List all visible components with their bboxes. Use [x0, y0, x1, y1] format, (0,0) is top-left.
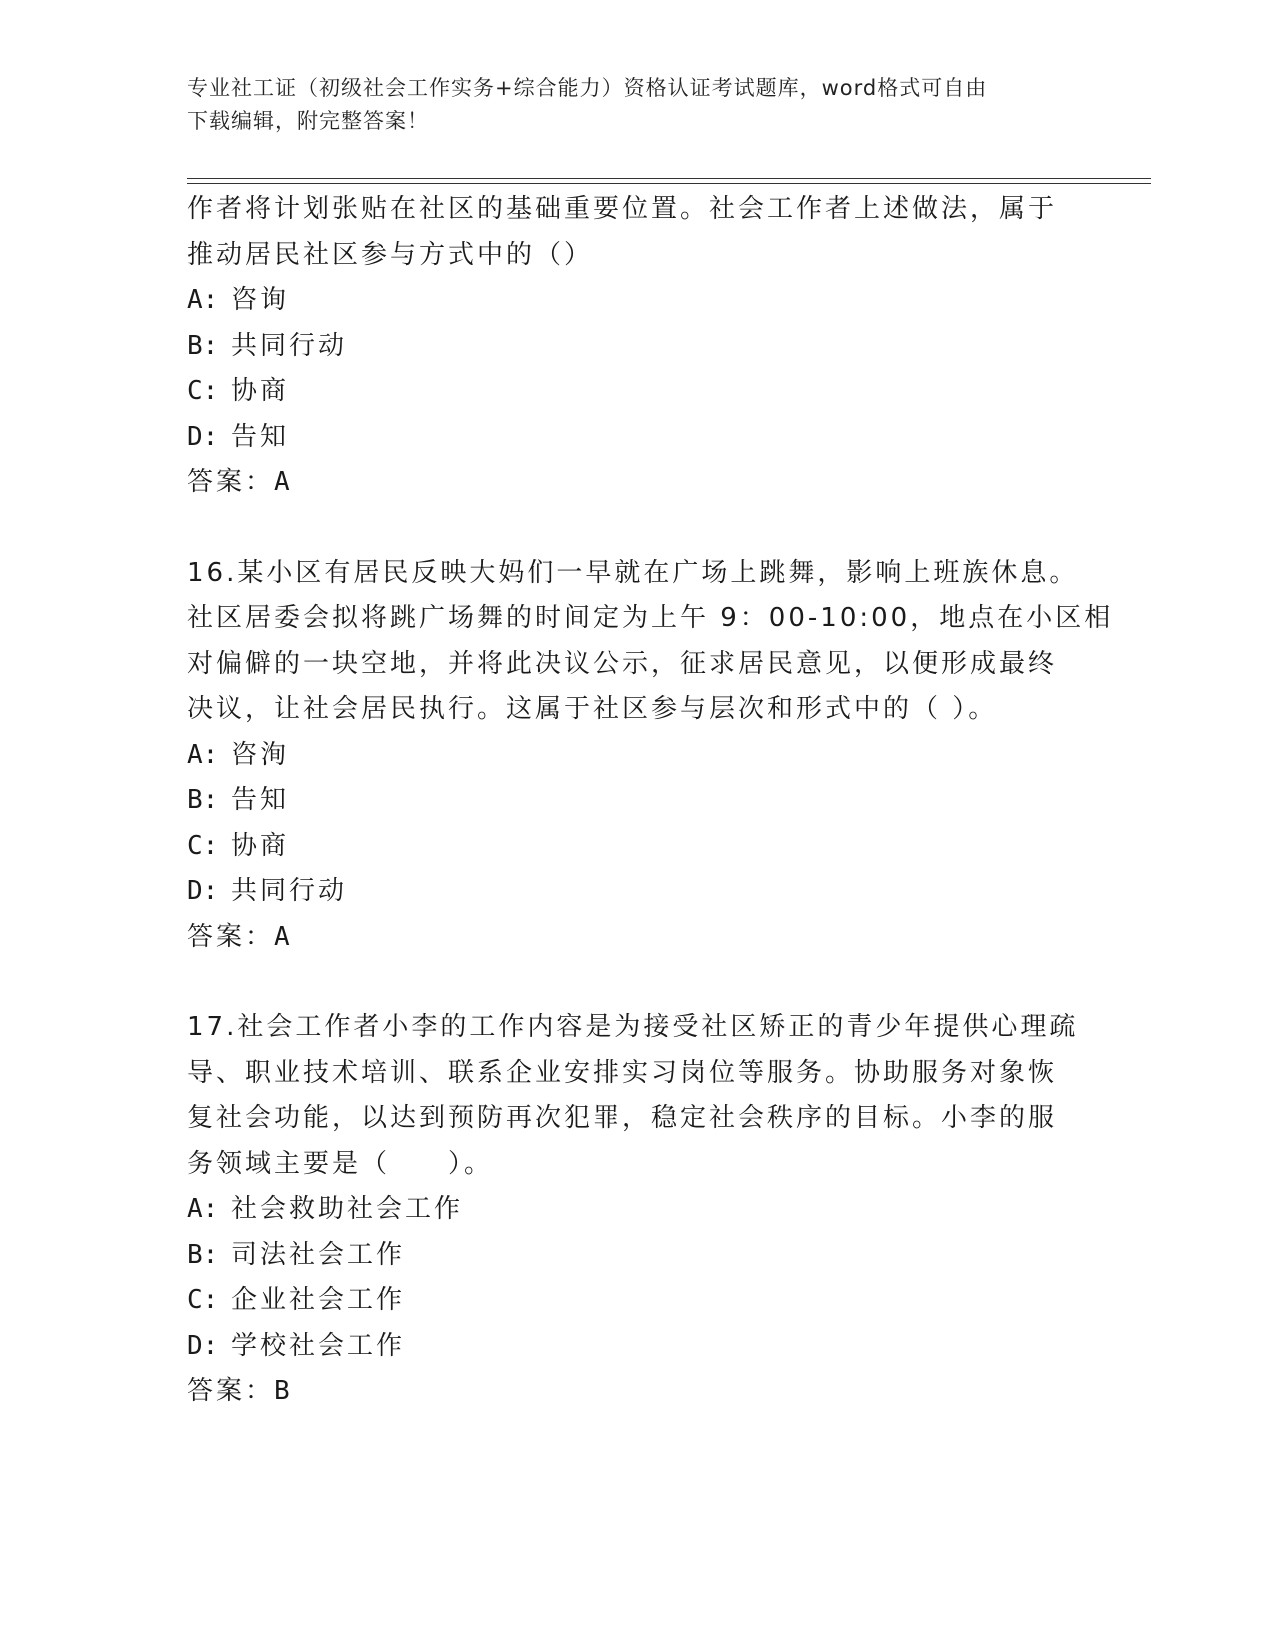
page-header — [187, 72, 1087, 138]
option-b — [187, 1233, 1087, 1279]
answer — [187, 1369, 1087, 1415]
option-text: 司法社会工作 — [231, 1239, 406, 1270]
option-letter: B: — [187, 1239, 219, 1270]
answer — [187, 460, 1087, 506]
question-16 — [187, 551, 1114, 961]
option-a — [187, 278, 1087, 324]
option-text: 协商 — [231, 830, 290, 861]
option-d — [187, 869, 1087, 915]
question-stem-line: 决议，让社会居民执行。这属于社区参与层次和形式中的（ ）。 — [187, 694, 998, 724]
question-stem-line: 对偏僻的一块空地，并将此决议公示，征求居民意见，以便形成最终 — [187, 648, 1058, 679]
option-c — [187, 824, 1087, 870]
option-letter: D: — [187, 1330, 219, 1361]
question-gap — [187, 506, 1087, 551]
option-text: 共同行动 — [231, 876, 348, 906]
option-text: 社会救助社会工作 — [231, 1194, 464, 1224]
option-a — [187, 733, 1087, 779]
question-stem-line: 作者将计划张贴在社区的基础重要位置。社会工作者上述做法，属于 — [187, 194, 1058, 224]
option-letter: A: — [187, 285, 219, 315]
answer-value: B — [274, 1376, 290, 1406]
option-c — [187, 1278, 1087, 1324]
option-d — [187, 1324, 1087, 1370]
question-stem-line: 复社会功能，以达到预防再次犯罪，稳定社会秩序的目标。小李的服 — [187, 1103, 1058, 1133]
option-text: 咨询 — [231, 285, 290, 315]
header-divider-top — [187, 178, 1151, 179]
answer — [187, 915, 1087, 961]
header-line-2: 下载编辑，附完整答案！ — [187, 109, 429, 133]
option-text: 告知 — [231, 421, 290, 452]
question-stem-line: 社区居委会拟将跳广场舞的时间定为上午 9：00-10:00，地点在小区相 — [187, 603, 1114, 633]
option-d — [187, 415, 1087, 461]
option-letter: B: — [187, 330, 219, 361]
option-text: 共同行动 — [231, 330, 348, 361]
option-text: 企业社会工作 — [231, 1285, 406, 1315]
option-letter: A: — [187, 739, 219, 770]
question-stem-line: 16.某小区有居民反映大妈们一早就在广场上跳舞，影响上班族休息。 — [187, 557, 1079, 588]
question-stem-line: 推动居民社区参与方式中的（） — [187, 239, 594, 270]
option-text: 协商 — [231, 376, 290, 406]
option-letter: D: — [187, 421, 219, 452]
option-text: 咨洵 — [231, 739, 290, 770]
question-stem-line: 务领域主要是（ ）。 — [187, 1148, 494, 1179]
answer-label: 答案： — [187, 467, 275, 497]
answer-label: 答案： — [187, 1376, 275, 1406]
option-c — [187, 369, 1087, 415]
question-17 — [187, 1005, 1087, 1415]
question-stem-line: 17.社会工作者小李的工作内容是为接受社区矫正的青少年提供心理疏 — [187, 1012, 1079, 1042]
option-letter: C: — [187, 1285, 219, 1315]
option-letter: C: — [187, 830, 219, 861]
option-b — [187, 324, 1087, 370]
option-letter: C: — [187, 376, 219, 406]
question-stem-line: 导、职业技术培训、联系企业安排实习岗位等服务。协助服务对象恢 — [187, 1057, 1058, 1088]
header-divider-bottom — [187, 183, 1151, 184]
option-text: 学校社会工作 — [231, 1330, 406, 1361]
option-b — [187, 778, 1087, 824]
answer-label: 答案： — [187, 921, 275, 952]
question-content — [187, 187, 1114, 1415]
option-letter: A: — [187, 1194, 219, 1224]
answer-value: A — [274, 467, 290, 497]
option-a — [187, 1187, 1087, 1233]
option-text: 告知 — [231, 785, 290, 815]
option-letter: B: — [187, 785, 219, 815]
question-15 — [187, 187, 1087, 506]
answer-value: A — [274, 921, 290, 952]
header-line-1: 专业社工证（初级社会工作实务+综合能力）资格认证考试题库，word格式可自由 — [187, 76, 988, 100]
option-letter: D: — [187, 876, 219, 906]
question-gap — [187, 960, 1087, 1005]
